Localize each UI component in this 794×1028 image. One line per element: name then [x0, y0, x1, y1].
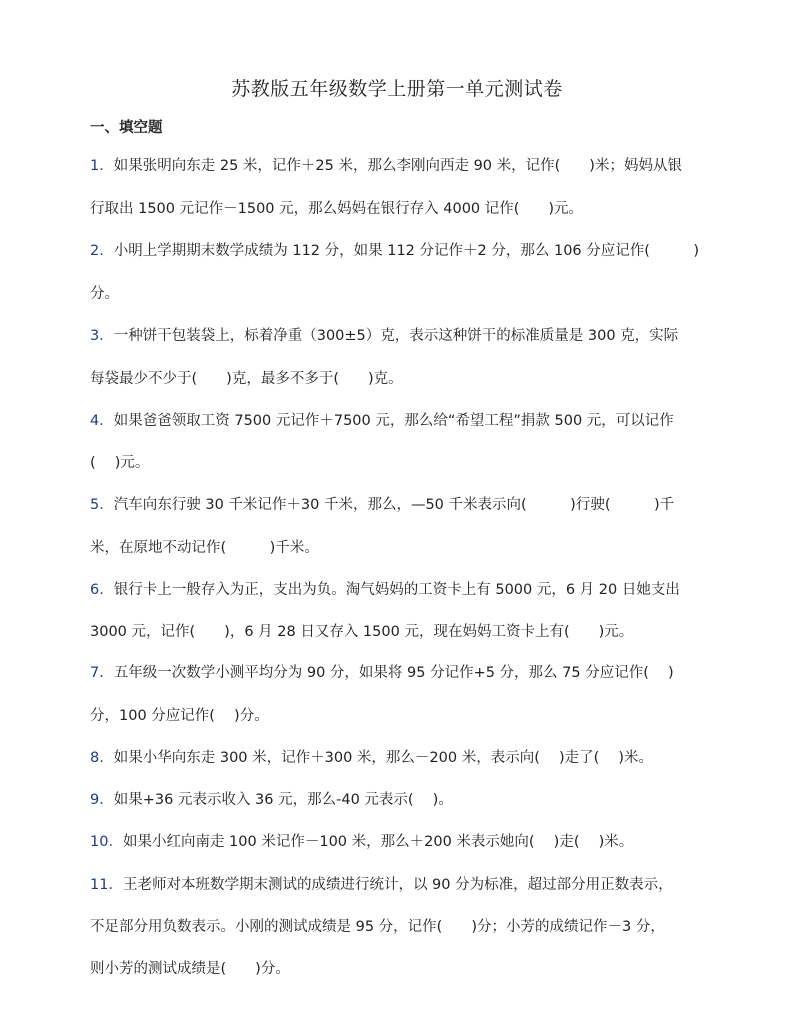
question-number: 2．	[90, 243, 114, 259]
question-text: 如果小红向南走 100 米记作－100 米，那么＋200 米表示她向( )走( )米。	[122, 834, 634, 850]
question-item	[90, 156, 730, 176]
question-text: 分。	[90, 286, 119, 302]
question-item	[90, 241, 730, 261]
question-number: 10．	[90, 834, 123, 850]
question-item	[90, 411, 730, 431]
question-text: 行取出 1500 元记作－1500 元，那么妈妈在银行存入 4000 记作( )元。	[90, 201, 584, 217]
question-item	[90, 875, 730, 895]
question-item	[90, 663, 730, 683]
page-title: 苏教版五年级数学上册第一单元测试卷	[231, 78, 563, 100]
question-number: 6．	[90, 582, 114, 598]
question-text: 则小芳的测试成绩是( )分。	[90, 961, 290, 977]
question-text: 如果张明向东走 25 米，记作＋25 米，那么李刚向西走 90 米，记作( )米；妈妈从银	[113, 158, 682, 174]
question-text: 小明上学期期末数学成绩为 112 分，如果 112 分记作＋2 分，那么 106 分应记作( )	[113, 243, 700, 259]
question-text: 不足部分用负数表示。小刚的测试成绩是 95 分，记作( )分；小芳的成绩记作－3 分，	[90, 919, 665, 935]
question-text: 一种饼干包装袋上，标着净重（300±5）克，表示这种饼干的标准质量是 300 克，实际	[113, 328, 679, 344]
question-text: 米，在原地不动记作( )千米。	[90, 540, 319, 556]
question-item	[90, 832, 730, 852]
question-continuation	[90, 199, 730, 219]
question-continuation	[90, 453, 730, 473]
question-continuation	[90, 917, 730, 937]
question-item	[90, 326, 730, 346]
question-text: 每袋最少不少于( )克，最多不多于( )克。	[90, 371, 403, 387]
question-item	[90, 495, 730, 515]
question-number: 7．	[90, 665, 114, 681]
question-text: 银行卡上一般存入为正，支出为负。淘气妈妈的工资卡上有 5000 元，6 月 20 日她支出	[113, 582, 680, 598]
question-text: 王老师对本班数学期末测试的成绩进行统计，以 90 分为标准，超过部分用正数表示，	[122, 877, 673, 893]
question-item	[90, 748, 730, 768]
question-text: 如果+36 元表示收入 36 元，那么-40 元表示( )。	[113, 792, 453, 808]
question-continuation	[90, 284, 730, 304]
question-continuation	[90, 959, 730, 979]
question-number: 11．	[90, 877, 123, 893]
question-continuation	[90, 622, 730, 642]
question-number: 1．	[90, 158, 114, 174]
question-item	[90, 580, 730, 600]
question-item	[90, 790, 730, 810]
question-number: 5．	[90, 497, 114, 513]
question-text: 五年级一次数学小测平均分为 90 分，如果将 95 分记作+5 分，那么 75 分应记作( )	[113, 665, 674, 681]
question-text: 分，100 分应记作( )分。	[90, 708, 269, 724]
section-heading: 一、填空题	[90, 120, 163, 136]
question-text: ( )元。	[90, 455, 150, 471]
question-continuation	[90, 538, 730, 558]
question-number: 9．	[90, 792, 114, 808]
question-number: 4．	[90, 413, 114, 429]
question-number: 3．	[90, 328, 114, 344]
question-continuation	[90, 706, 730, 726]
question-text: 3000 元，记作( )，6 月 28 日又存入 1500 元，现在妈妈工资卡上有( )元。	[90, 624, 634, 640]
question-text: 如果小华向东走 300 米，记作＋300 米，那么－200 米，表示向( )走了( )米。	[113, 750, 654, 766]
question-text: 汽车向东行驶 30 千米记作＋30 千米，那么，—50 千米表示向( )行驶( )千	[113, 497, 675, 513]
question-text: 如果爸爸领取工资 7500 元记作＋7500 元，那么给“希望工程”捐款 500 元，可以记作	[113, 413, 674, 429]
question-number: 8．	[90, 750, 114, 766]
question-continuation	[90, 369, 730, 389]
